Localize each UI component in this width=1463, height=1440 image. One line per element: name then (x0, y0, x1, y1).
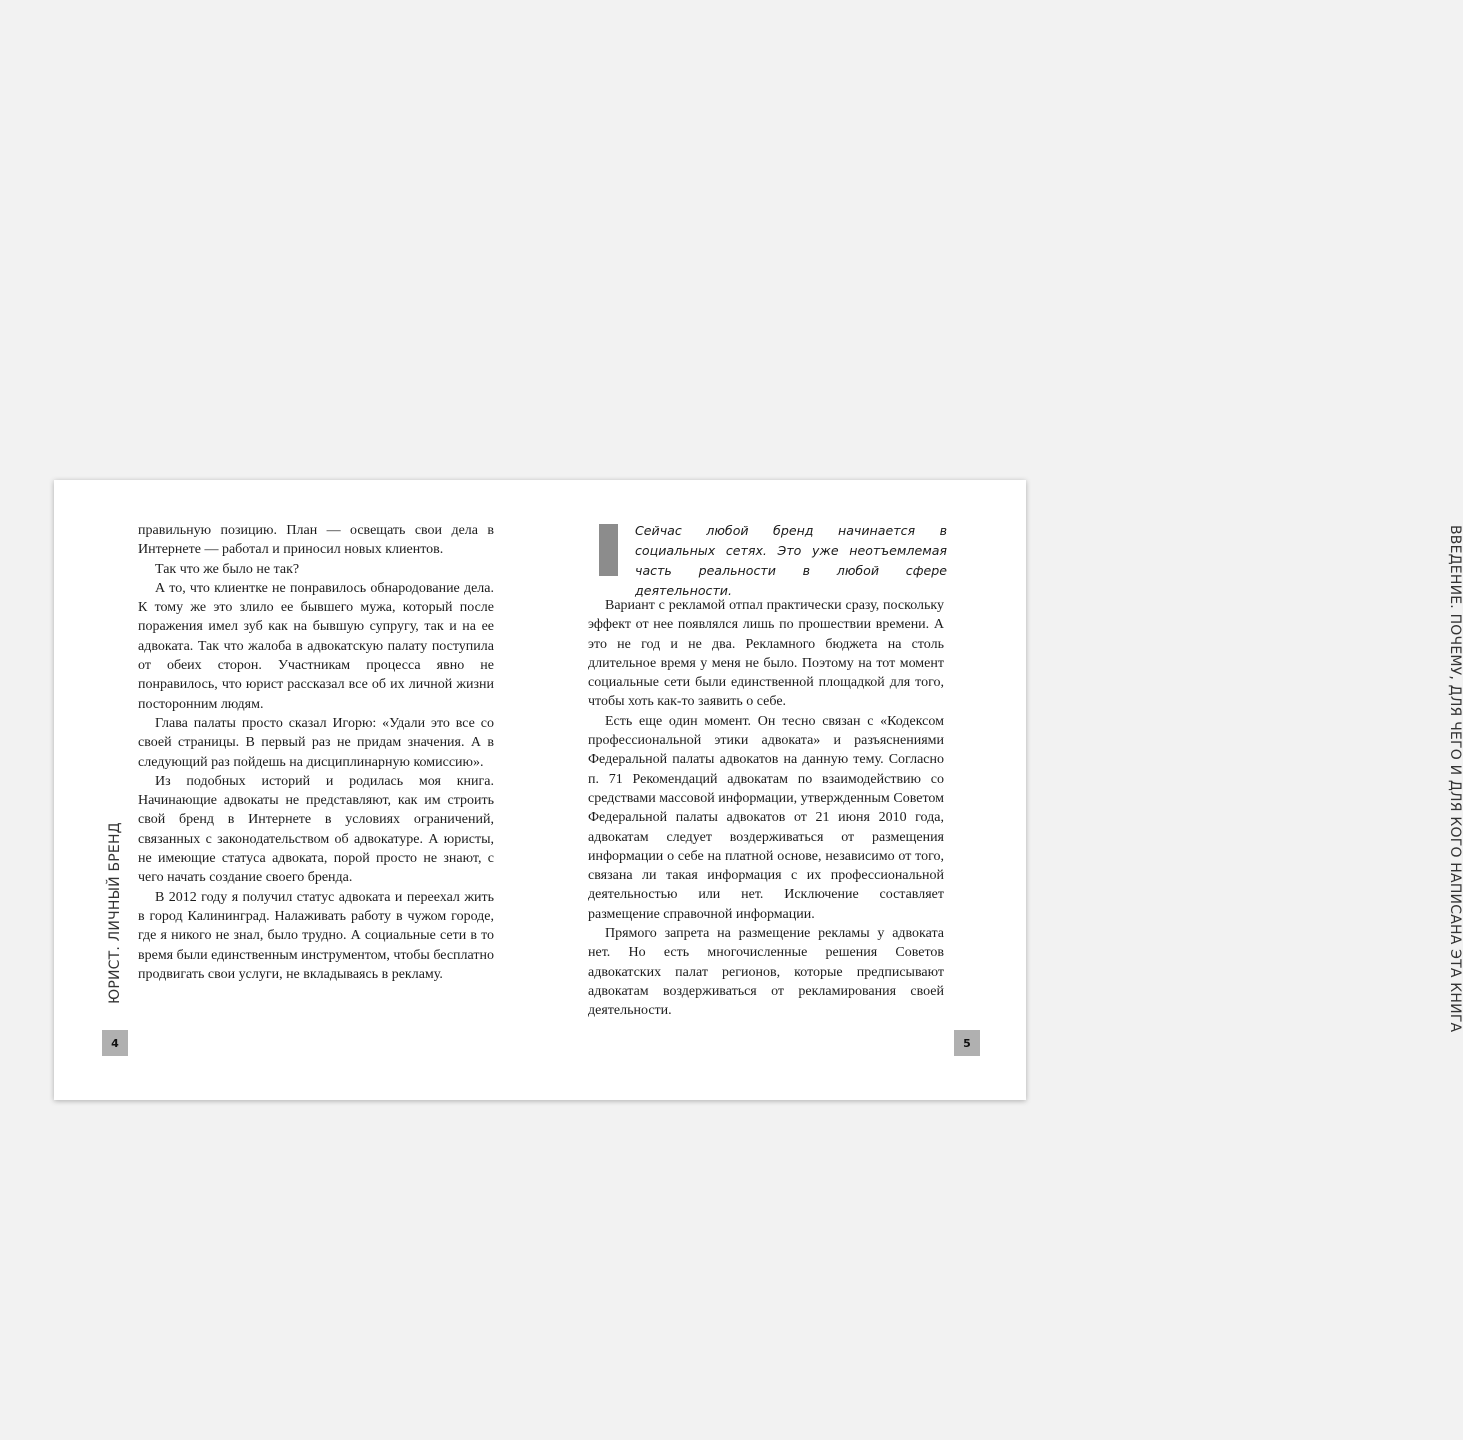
paragraph: А то, что клиентке не понравилось обнародование дела. К тому же это злило ее бывшего мужа, который после поражения имел зуб как на бывшую супругу, так и на ее адвоката. Так что жалоба в адвокатскую палату поступила от обеих сторон. Участникам процесса явно не понравилось, что юрист рассказал все об их личной жизни посторонним людям. (138, 580, 494, 712)
book-spread (54, 480, 1463, 1100)
paragraph: Прямого запрета на размещение рекламы у адвоката нет. Но есть многочисленные решения Советов адвокатских палат регионов, которые предписывают адвокатам воздерживаться от рекламирования своей деятельности. (588, 926, 944, 1019)
running-head-right: ВВЕДЕНИЕ. ПОЧЕМУ, ДЛЯ ЧЕГО И ДЛЯ КОГО НАПИСАНА ЭТА КНИГА (1447, 525, 1463, 1033)
right-page (540, 480, 1463, 1100)
paragraph: Вариант с рекламой отпал практически сразу, поскольку эффект от нее появлялся лишь по прошествии времени. А это не год и не два. Рекламного бюджета на столь длительное время у меня не было. Поэтому на тот момент социальные сети были единственной площадкой для того, чтобы хоть как-то заявить о себе. (588, 598, 944, 710)
paragraph: Из подобных историй и родилась моя книга. Начинающие адвокаты не представляют, как им строить свой бренд в Интернете в условиях ограничений, связанных с законодательством об адвокатуре. А юристы, не имеющие статуса адвоката, порой просто не знают, с чего начать создание своего бренда. (138, 773, 494, 886)
pull-quote: Сейчас любой бренд начинается в социальных сетях. Это уже неотъемлемая часть реальности в любой сфере деятельности. (635, 523, 947, 598)
paragraph: Глава палаты просто сказал Игорю: «Удали это все со своей страницы. В первый раз не придам значения. А в следующий раз пойдешь на дисциплинарную комиссию». (138, 715, 494, 770)
right-page-text (588, 596, 944, 1021)
paragraph: Есть еще один момент. Он тесно связан с «Кодексом профессиональной этики адвоката» и разъяснениями Федеральной палаты адвокатов на данную тему. Согласно п. 71 Рекомендаций адвокатам по взаимодействию со средствами массовой информации, утвержденным Советом Федеральной палаты адвокатов от 21 июня 2010 года, адвокатам следует воздерживаться от размещения информации о себе на платной основе, независимо от того, связана ли такая информация с их профессиональной деятельностью или нет. Исключение составляет размещение справочной информации. (588, 713, 944, 922)
paragraph: Так что же было не так? (155, 561, 300, 577)
page-number-right: 5 (954, 1030, 980, 1056)
quote-bar (599, 524, 618, 576)
running-head-left: ЮРИСТ. ЛИЧНЫЙ БРЕНД (107, 822, 123, 1004)
left-page (54, 480, 540, 1100)
left-page-text (138, 521, 494, 984)
page-number-left: 4 (102, 1030, 128, 1056)
paragraph: правильную позицию. План — освещать свои дела в Интернете — работал и приносил новых клиентов. (138, 523, 494, 558)
paragraph: В 2012 году я получил статус адвоката и переехал жить в город Калининград. Налаживать работу в чужом городе, где я никого не знал, было трудно. А социальные сети в то время были единственным инструментом, чтобы бесплатно продвигать свои услуги, не вкладываясь в рекламу. (138, 889, 494, 982)
